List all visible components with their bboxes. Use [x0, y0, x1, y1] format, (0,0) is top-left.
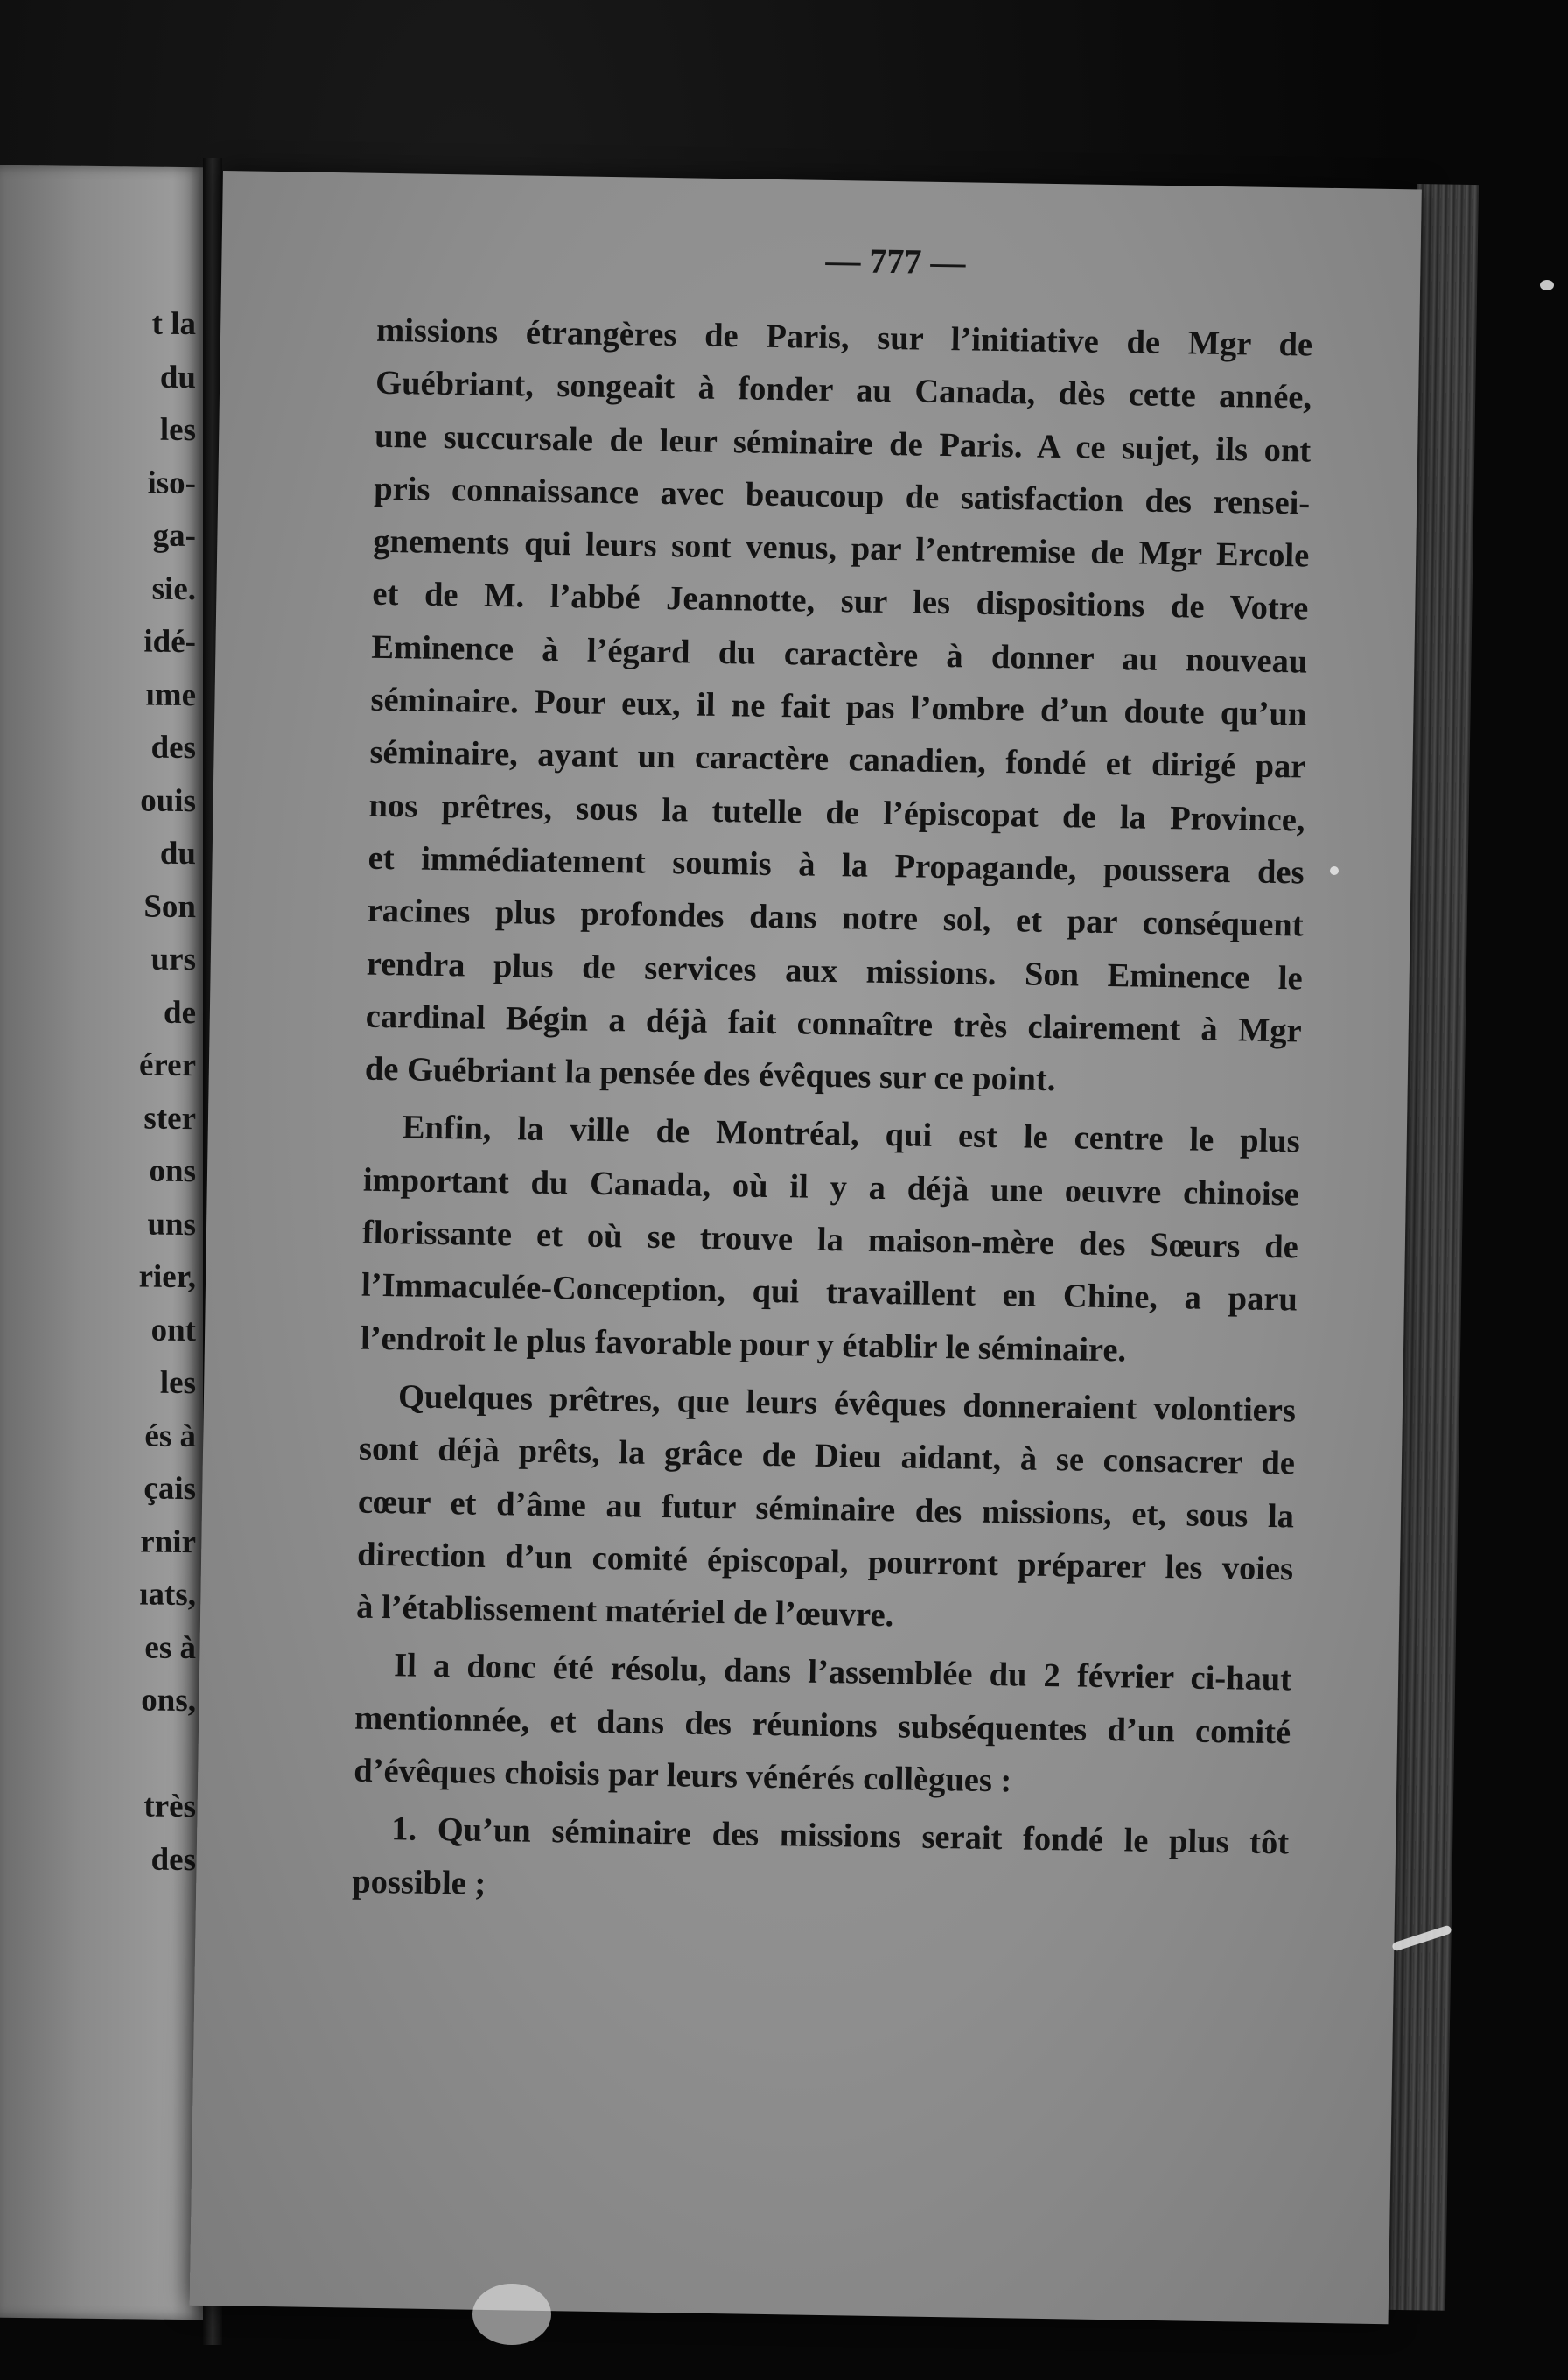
left-page-fragment: ons	[149, 1152, 196, 1190]
paragraph	[360, 1101, 1301, 1379]
left-page-fragment: rier,	[138, 1258, 196, 1296]
left-page-fragment: ster	[144, 1100, 196, 1137]
left-page-fragment: ons,	[141, 1682, 196, 1719]
text-line: d’évêques choisis par leurs vénérés collègues :	[353, 1752, 1012, 1800]
text-line: séminaire, ayant un caractère canadien, fondé et dirigé par	[369, 734, 1306, 786]
left-page-fragment: du	[159, 359, 196, 396]
text-line: et immédiatement soumis à la Propagande, poussera des	[368, 839, 1305, 892]
left-page-fragment: sie.	[151, 570, 196, 607]
left-page-fragment	[4, 1726, 196, 1781]
text-line: Guébriant, songeait à fonder au Canada, dès cette année,	[374, 365, 1312, 416]
left-page-fragment: urs	[150, 941, 196, 978]
left-page-fragment: les	[159, 411, 196, 449]
left-page-fragment: es à	[144, 1629, 196, 1666]
left-page-fragment: ıme	[145, 676, 196, 713]
left-page-fragment: ouis	[140, 781, 196, 819]
body-text	[352, 304, 1313, 1922]
paragraph	[364, 304, 1312, 1110]
left-page-fragment: érer	[138, 1046, 196, 1084]
left-page-fragment: des	[150, 1841, 196, 1878]
paragraph	[352, 1802, 1290, 1922]
left-page-fragment: de	[164, 994, 196, 1031]
text-line: de Guébriant la pensée des évêques sur ce point.	[364, 1050, 1056, 1099]
left-page-fragment: ont	[150, 1312, 196, 1348]
text-line: cardinal Bégin a déjà fait connaître très clairement à Mgr	[365, 998, 1303, 1050]
text-line: missions étrangères de Paris, sur l’initiative de Mgr de	[375, 312, 1313, 364]
left-page-fragment: des	[150, 729, 196, 766]
text-line: nos prêtres, sous la tutelle de l’épiscopat de la Province,	[368, 787, 1306, 839]
left-page-fragment: très	[144, 1788, 196, 1825]
left-page-fragment: du	[159, 835, 196, 872]
left-page-text-fragments	[4, 297, 196, 1886]
left-page-fragment: ıats,	[139, 1576, 196, 1614]
text-line: une succursale de leur séminaire de Paris. A ce sujet, ils ont	[374, 417, 1312, 470]
text-line: mentionnée, et dans des réunions subséquentes d’un comité	[354, 1699, 1292, 1752]
left-page-fragment: çais	[144, 1470, 196, 1508]
text-line: possible ;	[351, 1863, 486, 1902]
left-page-fragment: Son	[144, 888, 196, 925]
left-page-edge	[0, 165, 203, 2320]
text-line: cœur et d’âme au futur séminaire des missions, et, sous la	[357, 1483, 1295, 1535]
dust-speck	[1540, 280, 1554, 290]
page-number: — 777 —	[825, 240, 966, 283]
paragraph	[356, 1370, 1297, 1648]
text-line: l’Immaculée-Conception, qui travaillent en Chine, a paru	[360, 1266, 1298, 1319]
text-line: direction d’un comité épiscopal, pourront préparer les voies	[356, 1536, 1294, 1588]
text-line: à l’établissement matériel de l’œuvre.	[355, 1588, 894, 1634]
text-line: 1. Qu’un séminaire des missions serait fondé le plus tôt	[390, 1810, 1290, 1862]
text-line: séminaire. Pour eux, il ne fait pas l’ombre d’un doute qu’un	[370, 681, 1307, 733]
text-line: Quelques prêtres, que leurs évêques donneraient volontiers	[397, 1378, 1297, 1430]
left-page-fragment: t la	[151, 305, 196, 343]
left-page-fragment: ga-	[152, 517, 196, 555]
main-page	[190, 171, 1422, 2324]
text-line: Eminence à l’égard du caractère à donner au nouveau	[371, 628, 1308, 681]
text-line: pris connaissance avec beaucoup de satisfaction des rensei-	[373, 470, 1311, 522]
left-page-fragment: les	[159, 1364, 196, 1402]
text-line: et de M. l’abbé Jeannotte, sur les dispositions de Votre	[372, 576, 1309, 628]
dust-speck	[1330, 866, 1339, 875]
left-page-fragment: idé-	[144, 623, 196, 661]
text-line: florissante et où se trouve la maison-mère des Sœurs de	[361, 1214, 1299, 1266]
left-page-fragment: és à	[144, 1418, 196, 1454]
text-line: rendra plus de services aux missions. Son Eminence le	[366, 945, 1303, 998]
text-line: sont déjà prêts, la grâce de Dieu aidant, à se consacrer de	[358, 1430, 1296, 1482]
text-line: Enfin, la ville de Montréal, qui est le centre le plus	[402, 1109, 1301, 1160]
left-page-fragment: rnir	[140, 1522, 196, 1560]
text-line: important du Canada, où il y a déjà une oeuvre chinoise	[362, 1161, 1300, 1214]
text-line: Il a donc été résolu, dans l’assemblée du 2 février ci-haut	[393, 1647, 1292, 1698]
left-page-fragment: uns	[147, 1206, 196, 1242]
text-line: gnements qui leurs sont venus, par l’entremise de Mgr Ercole	[373, 522, 1310, 575]
text-line: racines plus profondes dans notre sol, et par conséquent	[367, 892, 1304, 944]
dust-speck	[472, 2284, 551, 2345]
left-page-fragment: iso-	[147, 465, 196, 501]
paragraph	[354, 1639, 1292, 1812]
text-line: l’endroit le plus favorable pour y établir le séminaire.	[360, 1320, 1127, 1369]
